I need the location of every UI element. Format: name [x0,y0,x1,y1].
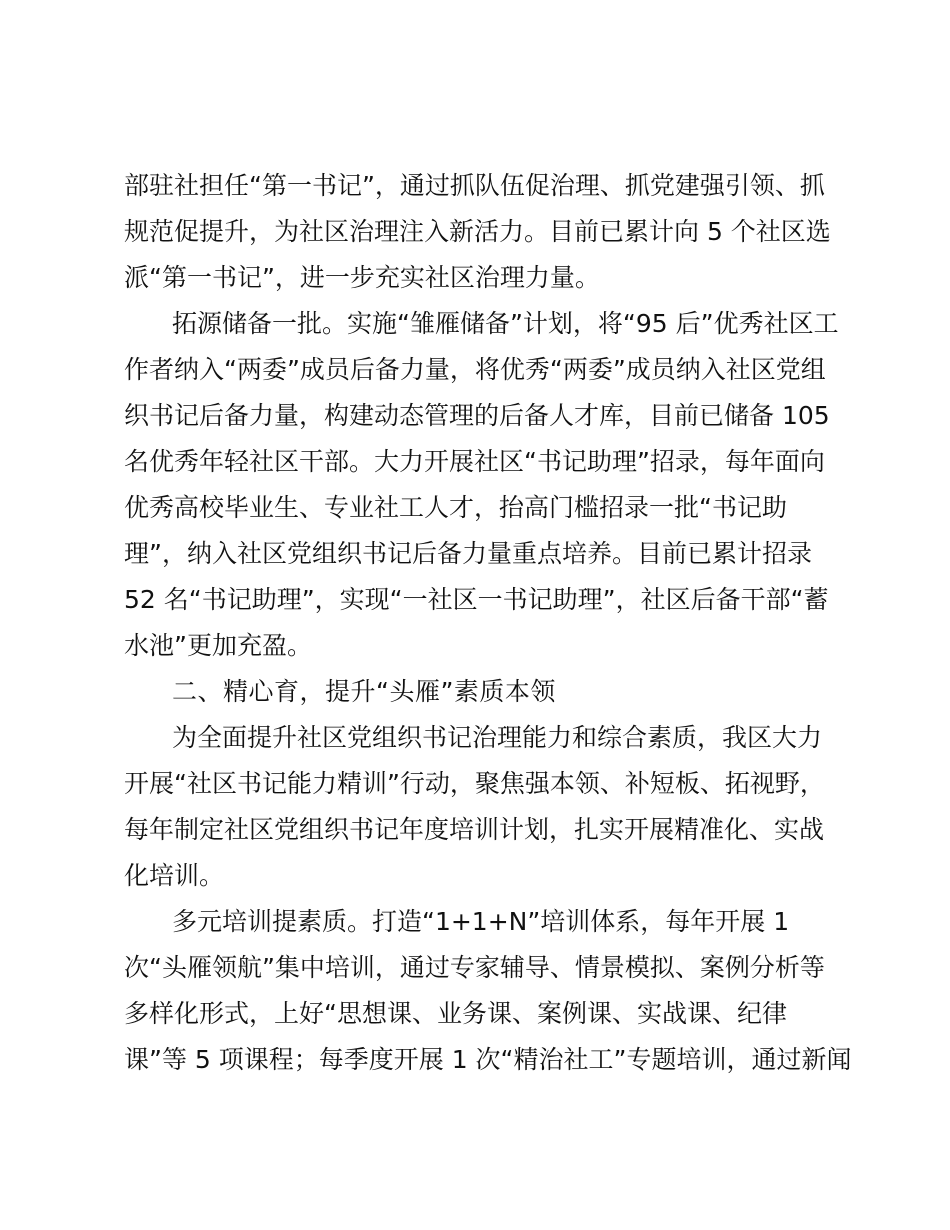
text-line: 派“第一书记”，进一步充实社区治理力量。 [124,263,600,292]
section-heading: 二、精心育，提升“头雁”素质本领 [172,677,556,706]
text-line: 规范促提升，为社区治理注入新活力。目前已累计向 5 个社区选 [124,217,831,246]
text-line: 部驻社担任“第一书记”，通过抓队伍促治理、抓党建强引领、抓 [124,171,825,200]
text-line: 优秀高校毕业生、专业社工人才，抬高门槛招录一批“书记助 [124,493,787,522]
paragraph-start-line: 拓源储备一批。实施“雏雁储备”计划，将“95 后”优秀社区工 [172,309,839,338]
text-line: 52 名“书记助理”，实现“一社区一书记助理”，社区后备干部“蓄 [124,585,829,614]
text-line: 开展“社区书记能力精训”行动，聚焦强本领、补短板、拓视野， [124,769,825,798]
text-line: 理”，纳入社区党组织书记后备力量重点培养。目前已累计招录 [124,539,812,568]
text-line: 课”等 5 项课程；每季度开展 1 次“精治社工”专题培训，通过新闻 [124,1045,852,1074]
paragraph-start-line: 多元培训提素质。打造“1+1+N”培训体系，每年开展 1 [172,907,790,936]
text-line: 水池”更加充盈。 [124,631,312,660]
text-line: 每年制定社区党组织书记年度培训计划，扎实开展精准化、实战 [124,815,825,844]
text-line: 化培训。 [124,861,225,890]
paragraph-start-line: 为全面提升社区党组织书记治理能力和综合素质，我区大力 [172,723,823,752]
text-line: 作者纳入“两委”成员后备力量，将优秀“两委”成员纳入社区党组 [124,355,826,384]
text-line: 名优秀年轻社区干部。大力开展社区“书记助理”招录，每年面向 [124,447,825,476]
text-line: 多样化形式，上好“思想课、业务课、案例课、实战课、纪律 [124,999,787,1028]
text-line: 织书记后备力量，构建动态管理的后备人才库，目前已储备 105 [124,401,830,430]
text-line: 次“头雁领航”集中培训，通过专家辅导、情景模拟、案例分析等 [124,953,825,982]
